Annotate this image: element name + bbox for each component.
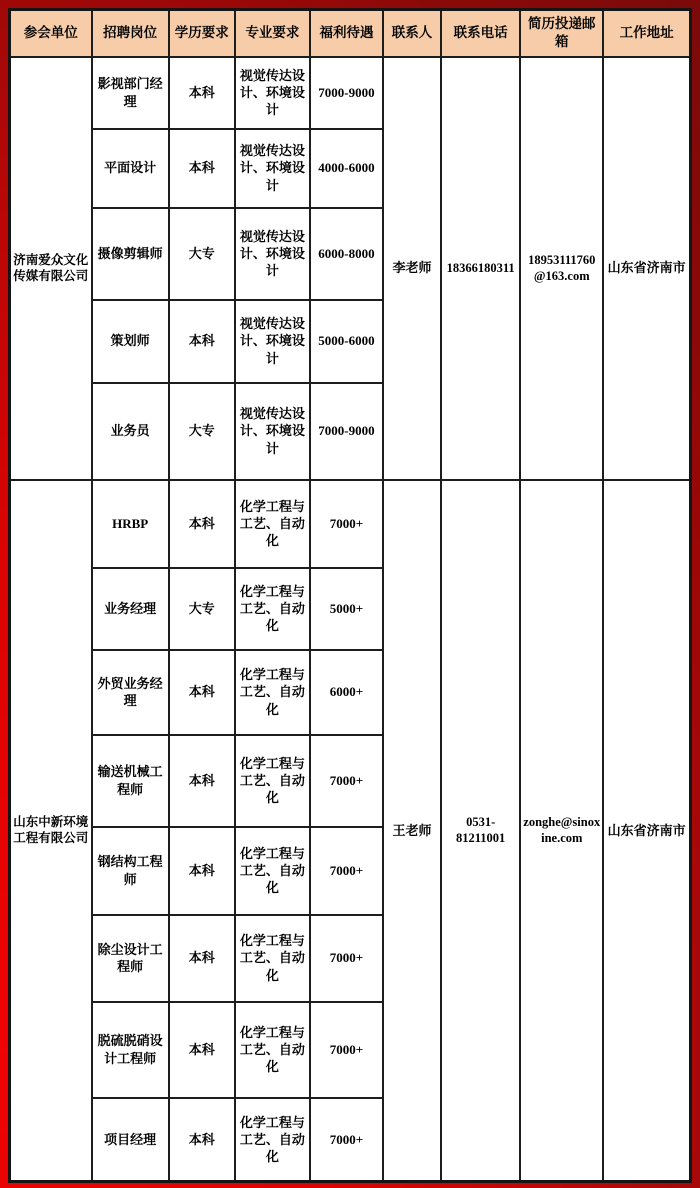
header-cell-education: 学历要求: [169, 10, 235, 57]
major-cell: 视觉传达设计、环境设计: [235, 208, 310, 300]
job-row: [10, 480, 691, 568]
phone-cell: 18366180311: [441, 57, 520, 480]
salary-cell: 7000-9000: [310, 383, 383, 480]
header-cell-address: 工作地址: [603, 10, 690, 57]
address-cell: 山东省济南市: [603, 480, 690, 1182]
position-cell: 摄像剪辑师: [92, 208, 169, 300]
salary-cell: 7000+: [310, 480, 383, 568]
position-cell: 外贸业务经理: [92, 650, 169, 735]
header-cell-position: 招聘岗位: [92, 10, 169, 57]
salary-cell: 7000+: [310, 1098, 383, 1182]
education-cell: 本科: [169, 300, 235, 383]
education-cell: 大专: [169, 208, 235, 300]
company-name-cell: 山东中新环境工程有限公司: [10, 480, 92, 1182]
salary-cell: 6000-8000: [310, 208, 383, 300]
header-cell-salary: 福利待遇: [310, 10, 383, 57]
major-cell: 化学工程与工艺、自动化: [235, 827, 310, 915]
salary-cell: 7000+: [310, 735, 383, 827]
major-cell: 化学工程与工艺、自动化: [235, 735, 310, 827]
header-cell-phone: 联系电话: [441, 10, 520, 57]
education-cell: 本科: [169, 915, 235, 1002]
major-cell: 视觉传达设计、环境设计: [235, 300, 310, 383]
header-cell-contact: 联系人: [383, 10, 441, 57]
salary-cell: 5000+: [310, 568, 383, 650]
phone-cell: 0531-81211001: [441, 480, 520, 1182]
major-cell: 化学工程与工艺、自动化: [235, 568, 310, 650]
major-cell: 视觉传达设计、环境设计: [235, 383, 310, 480]
company-name-cell: 济南爱众文化传媒有限公司: [10, 57, 92, 480]
salary-cell: 6000+: [310, 650, 383, 735]
salary-cell: 5000-6000: [310, 300, 383, 383]
salary-cell: 4000-6000: [310, 129, 383, 208]
header-cell-major: 专业要求: [235, 10, 310, 57]
major-cell: 化学工程与工艺、自动化: [235, 915, 310, 1002]
contact-cell: 王老师: [383, 480, 441, 1182]
position-cell: 业务经理: [92, 568, 169, 650]
email-cell: zonghe@sinoxine.com: [520, 480, 603, 1182]
position-cell: 脱硫脱硝设计工程师: [92, 1002, 169, 1098]
position-cell: 除尘设计工程师: [92, 915, 169, 1002]
education-cell: 本科: [169, 57, 235, 129]
major-cell: 化学工程与工艺、自动化: [235, 480, 310, 568]
salary-cell: 7000-9000: [310, 57, 383, 129]
email-cell: 18953111760@163.com: [520, 57, 603, 480]
education-cell: 本科: [169, 827, 235, 915]
major-cell: 视觉传达设计、环境设计: [235, 129, 310, 208]
salary-cell: 7000+: [310, 827, 383, 915]
position-cell: 钢结构工程师: [92, 827, 169, 915]
education-cell: 本科: [169, 735, 235, 827]
job-table: [8, 8, 692, 1183]
education-cell: 本科: [169, 650, 235, 735]
salary-cell: 7000+: [310, 915, 383, 1002]
education-cell: 本科: [169, 1098, 235, 1182]
position-cell: HRBP: [92, 480, 169, 568]
position-cell: 业务员: [92, 383, 169, 480]
position-cell: 项目经理: [92, 1098, 169, 1182]
education-cell: 大专: [169, 383, 235, 480]
major-cell: 化学工程与工艺、自动化: [235, 1002, 310, 1098]
major-cell: 视觉传达设计、环境设计: [235, 57, 310, 129]
education-cell: 大专: [169, 568, 235, 650]
position-cell: 平面设计: [92, 129, 169, 208]
position-cell: 输送机械工程师: [92, 735, 169, 827]
header-cell-email: 简历投递邮箱: [520, 10, 603, 57]
contact-cell: 李老师: [383, 57, 441, 480]
education-cell: 本科: [169, 480, 235, 568]
job-row: [10, 57, 691, 129]
position-cell: 策划师: [92, 300, 169, 383]
address-cell: 山东省济南市: [603, 57, 690, 480]
education-cell: 本科: [169, 1002, 235, 1098]
salary-cell: 7000+: [310, 1002, 383, 1098]
major-cell: 化学工程与工艺、自动化: [235, 1098, 310, 1182]
position-cell: 影视部门经理: [92, 57, 169, 129]
education-cell: 本科: [169, 129, 235, 208]
header-row: [10, 10, 691, 57]
major-cell: 化学工程与工艺、自动化: [235, 650, 310, 735]
header-cell-company: 参会单位: [10, 10, 92, 57]
